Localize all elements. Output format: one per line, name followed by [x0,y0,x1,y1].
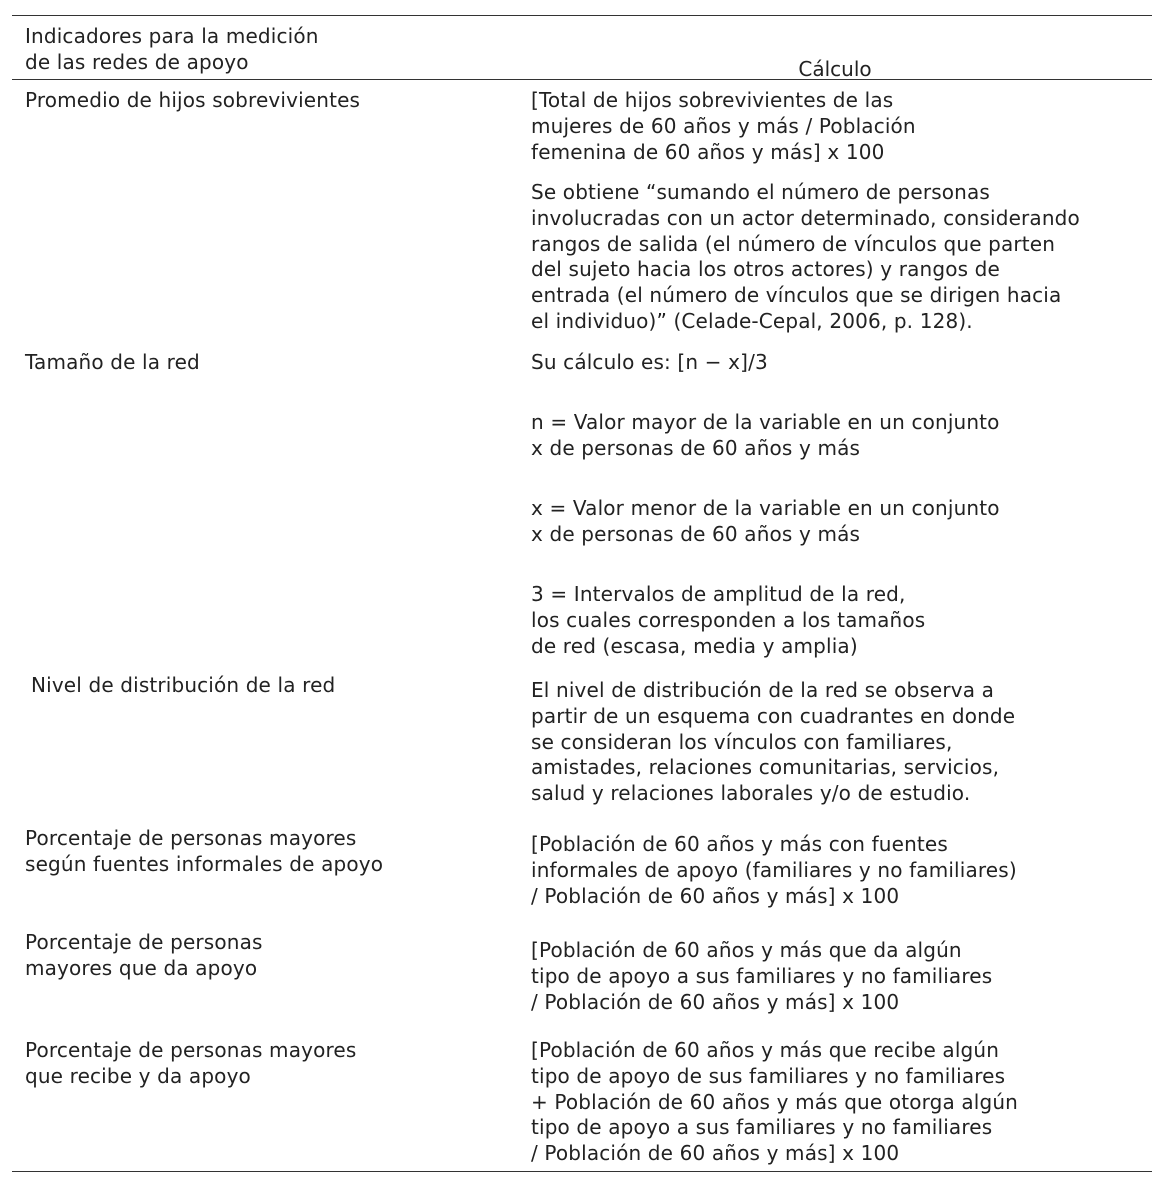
row-calc: Se obtiene “sumando el número de personas involucradas con un actor determinado, considerando rangos de salida (el número de vínculos que parten del sujeto hacia los otros actores) y rangos de entrada (el número de vínculos que se dirigen hacia el individuo)” (Celade-Cepal, 2006, p. 128). [531,180,1080,333]
row-calc: [Población de 60 años y más que da algún tipo de apoyo a sus familiares y no familiares / Población de 60 años y más] x 100 [531,938,993,1014]
row-indicator: Promedio de hijos sobrevivientes [25,88,361,112]
header-indicator: Indicadores para la medición de las redes de apoyo [25,24,319,74]
row-indicator: Porcentaje de personas mayores que recibe y da apoyo [25,1038,357,1088]
row-indicator: Nivel de distribución de la red [31,673,336,697]
table-top-rule [12,15,1152,16]
row-calc: [Población de 60 años y más que recibe algún tipo de apoyo de sus familiares y no familiares + Población de 60 años y más que otorga algún tipo de apoyo a sus familiares y no familiares / Población de 60 años y más] x 100 [531,1038,1018,1166]
row-calc: 3 = Intervalos de amplitud de la red, los cuales corresponden a los tamaños de red (escasa, media y amplia) [531,582,926,658]
row-calc: [Total de hijos sobrevivientes de las mujeres de 60 años y más / Población femenina de 60 años y más] x 100 [531,88,916,164]
row-indicator: Porcentaje de personas mayores según fuentes informales de apoyo [25,826,384,876]
row-calc: n = Valor mayor de la variable en un conjunto x de personas de 60 años y más [531,410,1000,460]
table-bottom-rule [12,1171,1152,1172]
row-calc: x = Valor menor de la variable en un conjunto x de personas de 60 años y más [531,496,1000,546]
row-calc: El nivel de distribución de la red se observa a partir de un esquema con cuadrantes en donde se consideran los vínculos con familiares, amistades, relaciones comunitarias, servicios, salud y relaciones laborales y/o de estudio. [531,678,1016,806]
row-indicator: Porcentaje de personas mayores que da apoyo [25,930,263,980]
row-indicator: Tamaño de la red [25,350,200,374]
header-bottom-rule [12,79,1152,80]
row-calc: [Población de 60 años y más con fuentes informales de apoyo (familiares y no familiares) / Población de 60 años y más] x 100 [531,832,1017,908]
header-calculation: Cálculo [798,57,872,81]
row-calc: Su cálculo es: [n − x]/3 [531,350,768,374]
